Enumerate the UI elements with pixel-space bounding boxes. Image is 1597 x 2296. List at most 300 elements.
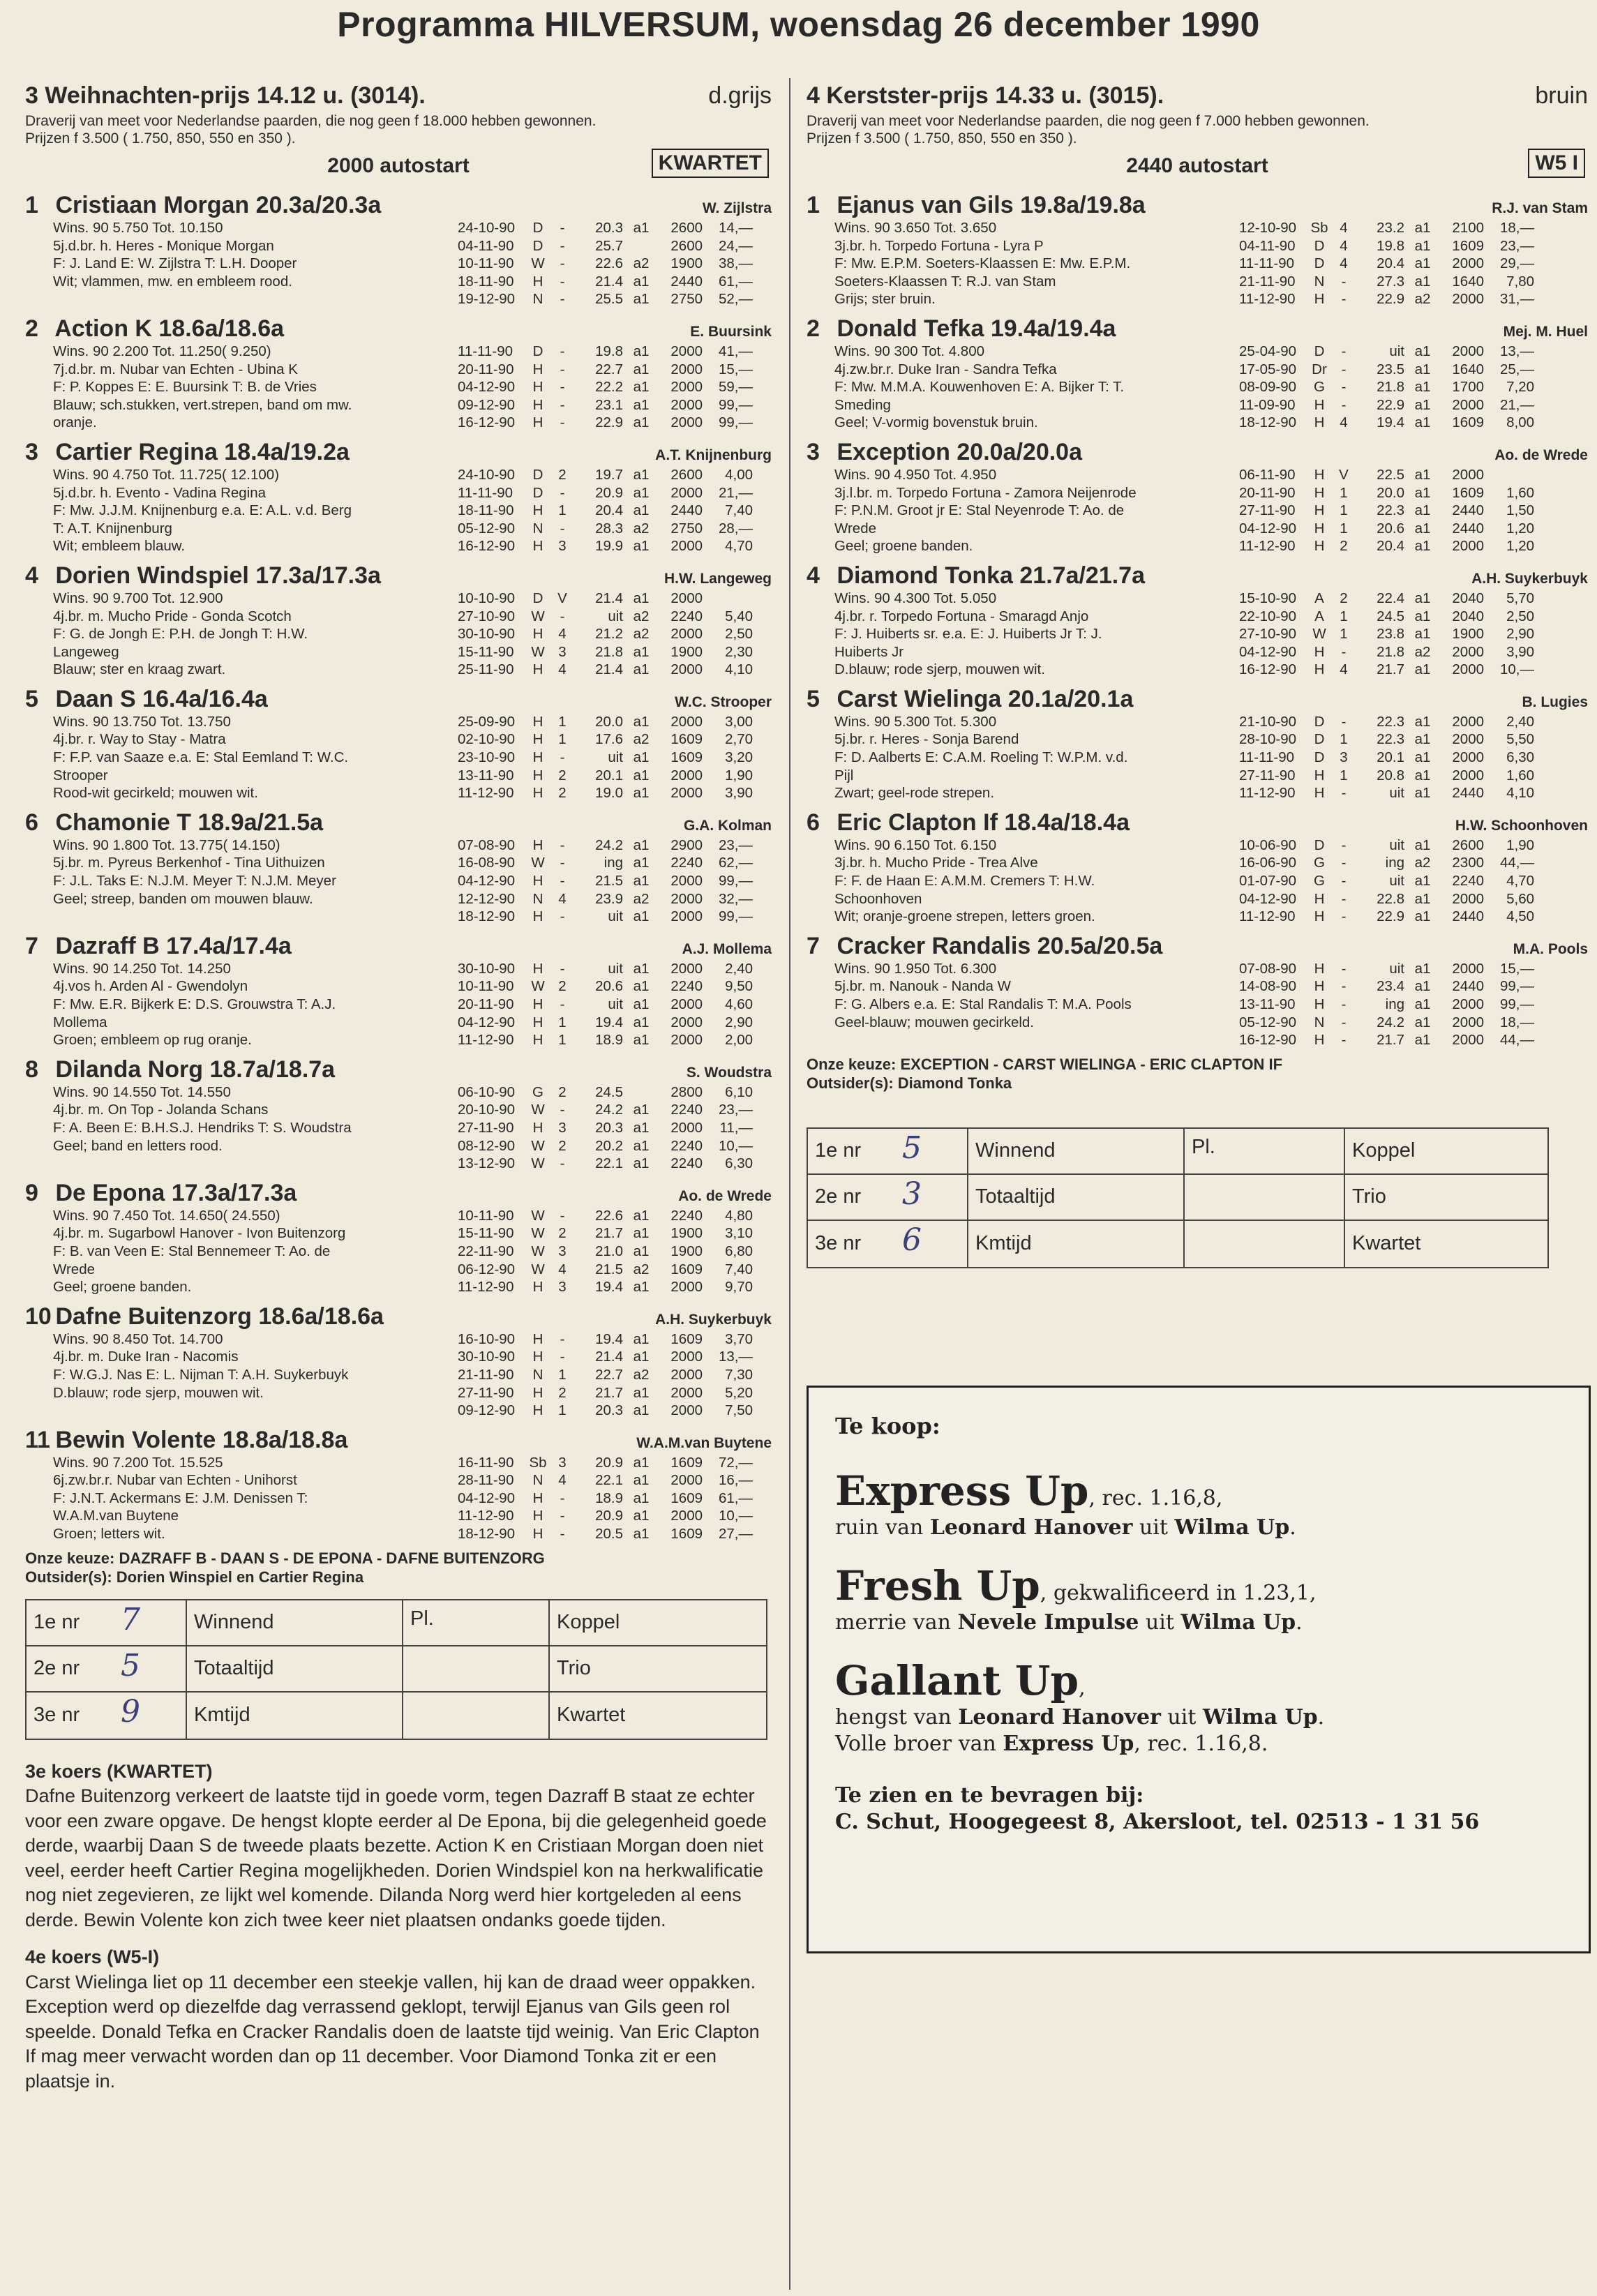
performance-cell: 1609 bbox=[670, 1330, 703, 1347]
performance-cell: V bbox=[1339, 466, 1349, 483]
performance-cell: 2000 bbox=[1452, 960, 1484, 977]
performance-cell: 22.2 bbox=[595, 379, 623, 396]
performance-cell: 19.0 bbox=[595, 785, 623, 802]
performance-cell: a1 bbox=[633, 1243, 650, 1259]
performance-cell: 2000 bbox=[670, 414, 703, 431]
performance-cell: 15-11-90 bbox=[458, 643, 514, 660]
performance-cell: D bbox=[1314, 749, 1325, 766]
performance-row bbox=[1239, 1014, 1588, 1032]
performance-cell: - bbox=[560, 379, 565, 396]
performance-cell: D bbox=[1314, 255, 1325, 272]
performance-row bbox=[1239, 361, 1588, 379]
performance-cell: - bbox=[560, 1349, 565, 1365]
performance-cell: 16-12-90 bbox=[1239, 661, 1297, 678]
performance-cell: W bbox=[531, 1207, 545, 1224]
performance-cell: Sb bbox=[1310, 220, 1328, 236]
performance-row bbox=[458, 361, 772, 379]
performance-cell: a1 bbox=[1414, 1014, 1431, 1030]
performance-row bbox=[458, 1471, 772, 1490]
horse-performances bbox=[1239, 466, 1588, 555]
performance-cell: H bbox=[532, 1508, 543, 1524]
horse-name-text: Cristiaan Morgan 20.3a/20.3a bbox=[55, 192, 382, 218]
performance-cell: D bbox=[532, 484, 543, 501]
horse-info-line: F: A. Been E: B.H.S.J. Hendriks T: S. Woudstra bbox=[53, 1119, 352, 1136]
performance-cell: 5,50 bbox=[1506, 731, 1534, 748]
performance-row bbox=[458, 414, 772, 432]
performance-cell bbox=[623, 237, 659, 255]
horse-details bbox=[25, 590, 772, 679]
horse-details bbox=[807, 590, 1588, 679]
performance-cell: 2 bbox=[1340, 590, 1348, 606]
horse-details bbox=[807, 713, 1588, 802]
ad-horse-3-record: , bbox=[1079, 1676, 1086, 1700]
performance-cell: a1 bbox=[633, 1137, 650, 1154]
performance-cell: a1 bbox=[1414, 1032, 1431, 1049]
performance-cell: 17-05-90 bbox=[1239, 361, 1297, 377]
performance-cell: 15,— bbox=[719, 361, 753, 377]
horse-name-text: Dorien Windspiel 17.3a/17.3a bbox=[55, 562, 381, 589]
performance-cell: 21.4 bbox=[595, 661, 623, 678]
performance-cell: 2000 bbox=[1452, 996, 1484, 1012]
performance-cell: H bbox=[532, 626, 543, 643]
horse-title bbox=[807, 562, 1588, 590]
performance-row bbox=[458, 1278, 772, 1296]
race-3-bet-badge: KWARTET bbox=[652, 149, 769, 178]
horse-number: 2 bbox=[25, 315, 38, 342]
race-4-color: bruin bbox=[1535, 82, 1588, 109]
performance-row bbox=[458, 1155, 772, 1173]
horse-name bbox=[25, 439, 350, 466]
performance-cell: 4,70 bbox=[1506, 873, 1534, 890]
performance-cell: - bbox=[1341, 643, 1347, 660]
performance-cell: 22.8 bbox=[1377, 890, 1404, 907]
performance-row bbox=[458, 590, 772, 608]
performance-cell: 2440 bbox=[670, 502, 703, 519]
performance-row bbox=[1239, 290, 1588, 308]
performance-cell: D bbox=[532, 466, 543, 483]
race-3-column bbox=[25, 82, 772, 2094]
horse-info-line: F: F. de Haan E: A.M.M. Cremers T: H.W. bbox=[834, 873, 1095, 890]
performance-cell: - bbox=[1341, 713, 1347, 730]
performance-row bbox=[458, 1243, 772, 1261]
performance-cell: 20.5 bbox=[595, 1526, 623, 1543]
horse-info-line: Grijs; ster bruin. bbox=[834, 291, 936, 308]
performance-cell: 10-11-90 bbox=[458, 255, 514, 272]
horse-info-line: 4j.br. m. On Top - Jolanda Schans bbox=[53, 1102, 269, 1118]
horse-info-line: W.A.M.van Buytene bbox=[53, 1508, 179, 1524]
performance-cell: 27-10-90 bbox=[1239, 626, 1297, 643]
performance-cell: a1 bbox=[633, 873, 650, 890]
performance-cell: H bbox=[532, 1490, 543, 1506]
performance-cell: H bbox=[532, 502, 543, 519]
race-4-condition-line: Draverij van meet voor Nederlandse paarden, die nog geen f 7.000 hebben gewonnen. bbox=[807, 113, 1370, 129]
ad-horse-2-record: , gekwalificeerd in 1.23,1, bbox=[1040, 1581, 1317, 1605]
performance-cell: 2600 bbox=[670, 237, 703, 254]
performance-cell: 11-11-90 bbox=[458, 484, 513, 501]
performance-cell: 1609 bbox=[670, 731, 703, 748]
horse-info-line: 5j.br. m. Pyreus Berkenhof - Tina Uithuizen bbox=[53, 855, 325, 871]
horse-performances bbox=[1239, 343, 1588, 432]
performance-cell: 2,70 bbox=[725, 731, 753, 748]
performance-cell: 10-06-90 bbox=[1239, 836, 1297, 853]
horse-name bbox=[807, 315, 1116, 343]
performance-cell: a1 bbox=[1414, 502, 1431, 519]
performance-cell: 6,30 bbox=[725, 1155, 753, 1172]
performance-cell: 2000 bbox=[1452, 1032, 1484, 1049]
horse-title bbox=[25, 439, 772, 466]
horse-performances bbox=[1239, 713, 1588, 802]
horse-number: 4 bbox=[807, 562, 820, 589]
performance-cell: 1 bbox=[1340, 484, 1348, 501]
performance-row bbox=[458, 343, 772, 361]
performance-cell: 2000 bbox=[1452, 466, 1484, 483]
horse-info-line: F: G. Albers e.a. E: Stal Randalis T: M.A. Pools bbox=[834, 996, 1132, 1012]
performance-cell: 1,60 bbox=[1506, 484, 1534, 501]
horse-entry bbox=[25, 439, 772, 555]
performance-row bbox=[458, 836, 772, 855]
performance-cell: 5,70 bbox=[1506, 590, 1534, 606]
performance-cell: - bbox=[560, 608, 565, 624]
performance-cell: a1 bbox=[1414, 873, 1431, 890]
horse-name-text: Cracker Randalis 20.5a/20.5a bbox=[837, 932, 1163, 959]
performance-cell: 1900 bbox=[670, 643, 703, 660]
performance-cell: 1,20 bbox=[1506, 538, 1534, 555]
horse-trainer: W. Zijlstra bbox=[702, 200, 772, 216]
handwritten-2: 5 bbox=[121, 1647, 140, 1683]
performance-cell: - bbox=[1341, 273, 1347, 290]
performance-cell: 23.5 bbox=[1377, 361, 1404, 377]
performance-cell: 2300 bbox=[1452, 855, 1484, 871]
performance-cell: a1 bbox=[633, 414, 650, 431]
performance-cell bbox=[1484, 466, 1534, 484]
performance-cell: - bbox=[1341, 1032, 1347, 1049]
performance-cell: 2800 bbox=[670, 1083, 703, 1100]
performance-row bbox=[458, 537, 772, 555]
performance-cell: a1 bbox=[633, 960, 650, 977]
performance-cell: 1 bbox=[558, 1014, 567, 1030]
performance-cell: 4,10 bbox=[1506, 785, 1534, 802]
performance-cell: - bbox=[560, 484, 565, 501]
performance-cell: a1 bbox=[633, 855, 650, 871]
performance-row bbox=[458, 396, 772, 414]
performance-cell: 22-11-90 bbox=[458, 1243, 514, 1259]
performance-cell: 18-11-90 bbox=[458, 273, 514, 290]
performance-cell: 21.4 bbox=[595, 1349, 623, 1365]
result-row-3-label: 3e nr 9 bbox=[27, 1693, 187, 1739]
horse-name bbox=[25, 562, 381, 590]
performance-cell: a1 bbox=[1414, 908, 1431, 925]
performance-cell: 38,— bbox=[719, 255, 753, 272]
performance-cell: a1 bbox=[633, 1454, 650, 1471]
horse-info-line: F: Mw. E.R. Bijkerk E: D.S. Grouwstra T: A.J. bbox=[53, 996, 336, 1012]
performance-cell: a1 bbox=[1414, 343, 1431, 359]
performance-cell: 21.5 bbox=[595, 873, 623, 890]
performance-cell: 27-11-90 bbox=[1239, 502, 1296, 519]
horse-details bbox=[807, 960, 1588, 1049]
performance-row bbox=[1239, 643, 1588, 661]
performance-cell: uit bbox=[608, 960, 623, 977]
horse-title bbox=[807, 809, 1588, 836]
horse-info-line: Huiberts Jr bbox=[834, 643, 904, 660]
performance-cell: W bbox=[531, 1155, 545, 1172]
horse-info-line: Geel; groene banden. bbox=[53, 1279, 192, 1296]
performance-cell: 22.9 bbox=[1377, 396, 1404, 413]
result-pl: Pl. bbox=[403, 1600, 550, 1646]
performance-cell: 20.1 bbox=[595, 767, 623, 783]
performance-cell: a1 bbox=[633, 908, 650, 925]
horse-name-text: Action K 18.6a/18.6a bbox=[54, 315, 285, 342]
performance-cell: a1 bbox=[1414, 731, 1431, 748]
performance-cell: 4 bbox=[1340, 414, 1348, 431]
horse-trainer: M.A. Pools bbox=[1513, 940, 1588, 957]
horse-info bbox=[25, 1207, 458, 1296]
performance-cell: H bbox=[532, 396, 543, 413]
horse-number: 11 bbox=[25, 1426, 50, 1453]
handwritten-3: 6 bbox=[902, 1222, 922, 1258]
horse-trainer: A.T. Knijnenburg bbox=[655, 447, 772, 463]
performance-cell: 1609 bbox=[670, 1490, 703, 1506]
horse-performances bbox=[1239, 836, 1588, 926]
performance-cell: 2000 bbox=[670, 1279, 703, 1296]
performance-cell: H bbox=[532, 873, 543, 890]
performance-cell: a2 bbox=[1414, 643, 1431, 660]
performance-cell: - bbox=[560, 1155, 565, 1172]
column-divider bbox=[789, 78, 790, 2290]
performance-cell: 19.8 bbox=[1377, 237, 1404, 254]
performance-cell: ing bbox=[1385, 996, 1404, 1012]
performance-cell: W bbox=[531, 1102, 545, 1118]
horse-info-line: Wrede bbox=[53, 1261, 96, 1277]
horse-info-line: Wins. 90 4.300 Tot. 5.050 bbox=[834, 590, 997, 606]
horse-info-line: Schoonhoven bbox=[834, 890, 922, 907]
horse-name-text: Dafne Buitenzorg 18.6a/18.6a bbox=[55, 1303, 384, 1330]
performance-cell: 22.6 bbox=[595, 1207, 623, 1224]
horse-title bbox=[25, 1180, 772, 1207]
performance-cell: 22.7 bbox=[595, 361, 623, 377]
horse-info-line: 3j.l.br. m. Torpedo Fortuna - Zamora Neijenrode bbox=[834, 484, 1137, 501]
performance-cell: 2240 bbox=[1452, 873, 1484, 890]
horse-name-text: Dazraff B 17.4a/17.4a bbox=[55, 932, 292, 959]
performance-cell: 2000 bbox=[1452, 1014, 1484, 1030]
performance-cell: 7,50 bbox=[725, 1402, 753, 1419]
performance-cell: 3,00 bbox=[725, 713, 753, 730]
performance-cell: H bbox=[532, 273, 543, 290]
horse-info-line: Wins. 90 5.300 Tot. 5.300 bbox=[834, 713, 997, 730]
horse-trainer: Mej. M. Huel bbox=[1503, 323, 1588, 340]
horse-name bbox=[25, 1056, 335, 1083]
performance-cell: H bbox=[532, 749, 543, 766]
performance-row bbox=[458, 1490, 772, 1508]
performance-cell: 5,20 bbox=[725, 1384, 753, 1401]
race-4-outsiders: Outsider(s): Diamond Tonka bbox=[807, 1074, 1012, 1092]
performance-cell: 14-08-90 bbox=[1239, 978, 1297, 995]
performance-row bbox=[458, 1137, 772, 1155]
performance-cell: 2000 bbox=[670, 873, 703, 890]
performance-cell: 2 bbox=[558, 1225, 567, 1242]
performance-cell: - bbox=[560, 1490, 565, 1506]
handwritten-1: 7 bbox=[121, 1601, 140, 1637]
analysis-race-3-heading: 3e koers (KWARTET) bbox=[25, 1760, 213, 1782]
horse-info-line: Groen; embleem op rug oranje. bbox=[53, 1032, 252, 1049]
horse-number: 8 bbox=[25, 1056, 38, 1083]
performance-cell: 4 bbox=[1340, 255, 1348, 272]
performance-cell: 2000 bbox=[670, 785, 703, 802]
performance-cell: a1 bbox=[633, 396, 650, 413]
performance-row bbox=[1239, 890, 1588, 908]
horse-entry bbox=[807, 562, 1588, 679]
performance-cell: 1 bbox=[1340, 767, 1348, 783]
performance-cell: 22.1 bbox=[595, 1472, 623, 1489]
performance-cell: G bbox=[1314, 873, 1325, 890]
result-row-1-label: 1e nr 7 bbox=[27, 1600, 187, 1646]
performance-cell: - bbox=[1341, 978, 1347, 995]
horse-info bbox=[807, 219, 1239, 308]
performance-cell: 32,— bbox=[719, 890, 753, 907]
performance-cell: W bbox=[531, 608, 545, 624]
horse-info-line: F: B. van Veen E: Stal Bennemeer T: Ao. de bbox=[53, 1243, 331, 1259]
horse-info-line: Geel-blauw; mouwen gecirkeld. bbox=[834, 1014, 1034, 1030]
performance-cell: a1 bbox=[633, 1384, 650, 1401]
horse-performances bbox=[458, 590, 772, 679]
horse-info bbox=[807, 343, 1239, 432]
performance-cell: 10,— bbox=[719, 1508, 753, 1524]
performance-cell: 11-11-90 bbox=[458, 343, 513, 359]
horse-name bbox=[25, 1303, 384, 1330]
performance-cell: 7,40 bbox=[725, 502, 753, 519]
performance-cell: 20.1 bbox=[1377, 749, 1404, 766]
performance-cell: H bbox=[1314, 484, 1325, 501]
performance-cell: a1 bbox=[1414, 785, 1431, 802]
performance-cell: 27,— bbox=[719, 1526, 753, 1543]
horse-performances bbox=[458, 343, 772, 432]
ad-horse-3 bbox=[835, 1657, 1479, 1757]
performance-cell: D bbox=[532, 343, 543, 359]
performance-cell: D bbox=[1314, 731, 1325, 748]
performance-cell: H bbox=[532, 731, 543, 748]
performance-cell: 04-12-90 bbox=[458, 379, 516, 396]
horse-info-line: Wins. 90 5.750 Tot. 10.150 bbox=[53, 220, 223, 236]
performance-row bbox=[458, 854, 772, 872]
ad-horse-3-pedigree: hengst van Leonard Hanover uit Wilma Up. bbox=[835, 1705, 1325, 1729]
horse-performances bbox=[458, 1454, 772, 1543]
performance-cell: 23.2 bbox=[1377, 220, 1404, 236]
horse-info-line: F: J. Huiberts sr. e.a. E: J. Huiberts Jr T: J. bbox=[834, 626, 1102, 643]
performance-cell: a1 bbox=[633, 1119, 650, 1136]
performance-row bbox=[1239, 590, 1588, 608]
performance-cell: 02-10-90 bbox=[458, 731, 516, 748]
horse-info-line: 3j.br. h. Mucho Pride - Trea Alve bbox=[834, 855, 1038, 871]
performance-cell: - bbox=[560, 396, 565, 413]
horse-info-line: 6j.zw.br.r. Nubar van Echten - Unihorst bbox=[53, 1472, 297, 1489]
performance-row bbox=[458, 466, 772, 484]
performance-cell: 1,90 bbox=[725, 767, 753, 783]
performance-cell: H bbox=[532, 1384, 543, 1401]
result-koppel: Koppel bbox=[550, 1600, 766, 1646]
performance-cell: W bbox=[531, 643, 545, 660]
performance-cell: W bbox=[531, 255, 545, 272]
performance-cell: ing bbox=[1385, 855, 1404, 871]
horse-info-line: F: W.G.J. Nas E: L. Nijman T: A.H. Suykerbuyk bbox=[53, 1366, 349, 1383]
race-4-distance-row bbox=[807, 149, 1588, 185]
performance-cell: 21.0 bbox=[595, 1243, 623, 1259]
horse-entry bbox=[25, 1056, 772, 1173]
horse-title bbox=[25, 809, 772, 836]
performance-cell: uit bbox=[1389, 343, 1404, 359]
performance-row bbox=[458, 1101, 772, 1119]
horse-details bbox=[25, 1454, 772, 1543]
performance-cell: 5,60 bbox=[1506, 890, 1534, 907]
performance-cell: - bbox=[560, 1508, 565, 1524]
performance-row bbox=[458, 1224, 772, 1243]
performance-cell: 2440 bbox=[1452, 978, 1484, 995]
performance-cell: a1 bbox=[1414, 361, 1431, 377]
performance-cell: - bbox=[1341, 291, 1347, 308]
performance-cell: 2000 bbox=[670, 396, 703, 413]
horse-title bbox=[25, 1056, 772, 1083]
race-4-prize-line: Prijzen f 3.500 ( 1.750, 850, 550 en 350 ). bbox=[807, 130, 1077, 147]
performance-cell: 2 bbox=[558, 767, 567, 783]
performance-cell: 61,— bbox=[719, 1490, 753, 1506]
performance-cell: 1 bbox=[1340, 608, 1348, 624]
performance-cell: 4,10 bbox=[725, 661, 753, 678]
race-3-horse-list bbox=[25, 192, 772, 1543]
performance-cell: 2900 bbox=[670, 836, 703, 853]
performance-cell: 2000 bbox=[1452, 291, 1484, 308]
performance-cell: 9,50 bbox=[725, 978, 753, 995]
performance-row bbox=[458, 960, 772, 978]
performance-cell: a1 bbox=[1414, 767, 1431, 783]
performance-cell: H bbox=[532, 1330, 543, 1347]
horse-trainer: H.W. Schoonhoven bbox=[1455, 817, 1588, 834]
horse-entry bbox=[807, 439, 1588, 555]
performance-row bbox=[458, 502, 772, 520]
performance-cell: - bbox=[560, 414, 565, 431]
performance-cell: 1 bbox=[558, 502, 567, 519]
horse-name-text: Bewin Volente 18.8a/18.8a bbox=[55, 1426, 348, 1453]
horse-info-line: Smeding bbox=[834, 396, 891, 413]
horse-details bbox=[807, 219, 1588, 308]
performance-cell: 24.5 bbox=[1377, 608, 1404, 624]
performance-cell: 22.5 bbox=[1377, 466, 1404, 483]
performance-cell: 1609 bbox=[1452, 484, 1484, 501]
performance-cell: 2,90 bbox=[725, 1014, 753, 1030]
analysis-race-4 bbox=[25, 1945, 772, 2094]
performance-cell: 15-11-90 bbox=[458, 1225, 514, 1242]
performance-cell: H bbox=[532, 908, 543, 925]
horse-info-line: Wins. 90 9.700 Tot. 12.900 bbox=[53, 590, 223, 606]
performance-cell: 2000 bbox=[670, 1014, 703, 1030]
performance-cell: 27-11-90 bbox=[1239, 767, 1296, 783]
horse-title bbox=[807, 315, 1588, 343]
race-4-header bbox=[807, 82, 1588, 110]
performance-cell: 22.9 bbox=[1377, 908, 1404, 925]
performance-cell: 99,— bbox=[719, 873, 753, 890]
performance-cell: 1900 bbox=[670, 1225, 703, 1242]
result-pl: Pl. bbox=[1185, 1129, 1345, 1175]
horse-details bbox=[807, 343, 1588, 432]
performance-cell: a1 bbox=[633, 978, 650, 995]
performance-cell: - bbox=[560, 836, 565, 853]
performance-cell: 2240 bbox=[670, 1102, 703, 1118]
performance-cell: 72,— bbox=[719, 1454, 753, 1471]
performance-cell: 23.9 bbox=[595, 890, 623, 907]
performance-cell: 11-12-90 bbox=[458, 1508, 514, 1524]
performance-cell: 18.9 bbox=[595, 1032, 623, 1049]
performance-cell: 20-11-90 bbox=[1239, 484, 1296, 501]
performance-cell: 20.6 bbox=[1377, 520, 1404, 537]
horse-name bbox=[25, 315, 284, 343]
performance-cell: 22.9 bbox=[595, 414, 623, 431]
